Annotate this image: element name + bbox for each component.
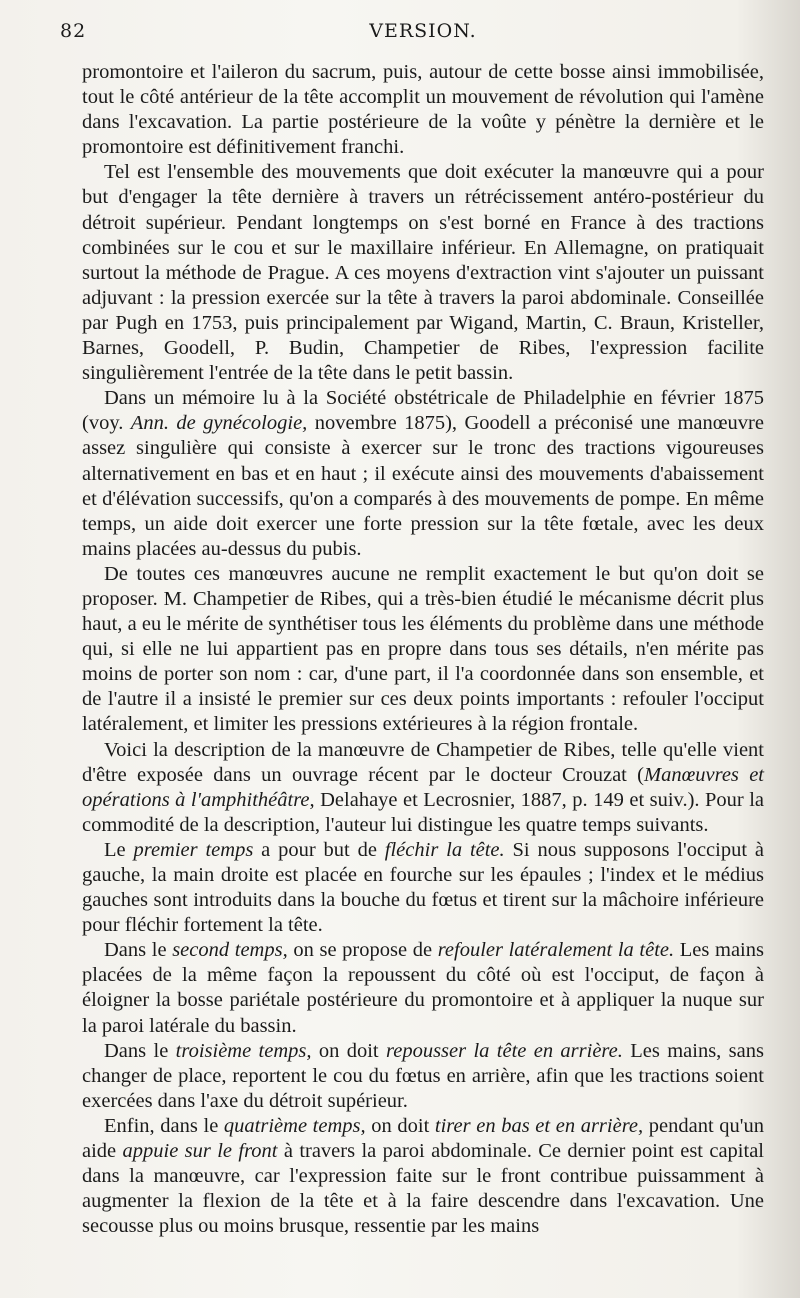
paragraph: Dans le troisième temps, on doit repousser la tête en arrière. Les mains, sans changer de place, reportent le cou du fœtus en arrière, afin que les tractions soient exercées dans l'axe du détroit supérieur. (82, 1039, 764, 1112)
emphasis: troisième temps, (175, 1039, 312, 1062)
emphasis: premier temps (133, 838, 254, 861)
running-title: VERSION. (369, 20, 477, 42)
paragraph: Voici la description de la manœuvre de Champetier de Ribes, telle qu'elle vient d'être exposée dans un ouvrage récent par le docteur Crouzat (Manœuvres et opérations à l'amphithéâtre, Delahaye et Lecrosnier, 1887, p. 149 et suiv.). Pour la commodité de la description, l'auteur lui distingue les quatre temps suivants. (82, 738, 765, 836)
body-text (82, 60, 764, 1239)
citation-italic: Ann. de gynécologie, (130, 412, 308, 435)
paragraph: Dans le second temps, on se propose de refouler latéralement la tête. Les mains placées de la même façon la repoussent du côté où est l'occiput, de façon à éloigner la bosse pariétale postérieure du promontoire et à appliquer la nuque sur la paroi latérale du bassin. (82, 939, 764, 1037)
citation-italic: Manœuvres et opérations à l'amphithéâtre, (82, 763, 765, 811)
emphasis: tirer en bas et en arrière, (434, 1114, 644, 1137)
paragraph-continued: promontoire et l'aileron du sacrum, puis, autour de cette bosse ainsi immobilisée, tout le côté antérieur de la tête accomplit un mouvement de révolution qui l'amène dans l'excavation. La partie postérieure de la voûte y pénètre la dernière et le promontoire est définitivement franchi. (82, 61, 764, 159)
page-number: 82 (60, 20, 87, 42)
emphasis: repousser la tête en arrière. (386, 1039, 623, 1062)
emphasis: refouler latéralement la tête. (437, 939, 675, 962)
paragraph: Enfin, dans le quatrième temps, on doit tirer en bas et en arrière, pendant qu'un aide appuie sur le front à travers la paroi abdominale. Ce dernier point est capital dans la manœuvre, car l'expression faite sur le front contribue puissamment à augmenter la flexion de la tête et à la faire descendre dans l'excavation. Une secousse plus ou moins brusque, ressentie par les mains (82, 1114, 764, 1238)
paragraph: Tel est l'ensemble des mouvements que doit exécuter la manœuvre qui a pour but d'engager la tête dernière à travers un rétrécissement antéro-postérieur du détroit supérieur. Pendant longtemps on s'est borné en France à des tractions combinées sur le cou et sur le maxillaire inférieur. En Allemagne, on pratiquait surtout la méthode de Prague. A ces moyens d'extraction vint s'ajouter un puissant adjuvant : la pression exercée sur la tête à travers la paroi abdominale. Conseillée par Pugh en 1753, puis principalement par Wigand, Martin, C. Braun, Kristeller, Barnes, Goodell, P. Budin, Champetier de Ribes, l'expression facilite singulièrement l'entrée de la tête dans le petit bassin. (82, 161, 764, 385)
paragraph: Le premier temps a pour but de fléchir la tête. Si nous supposons l'occiput à gauche, la main droite est placée en fourche sur les épaules ; l'index et le médius gauches sont introduits dans la bouche du fœtus et tirent sur la mâchoire inférieure pour fléchir fortement la tête. (82, 838, 764, 937)
emphasis: quatrième temps, (223, 1114, 366, 1137)
paragraph: Dans un mémoire lu à la Société obstétricale de Philadelphie en février 1875 (voy. Ann. de gynécologie, novembre 1875), Goodell a préconisé une manœuvre assez singulière qui consiste à exercer sur le tronc des tractions vigoureuses alternativement en bas et en haut ; il exécute ainsi des mouvements d'abaissement et d'élévation successifs, qu'on a comparés à des mouvements de pompe. En même temps, un aide doit exercer une forte pression sur la tête fœtale, avec les deux mains placées au-dessus du pubis. (82, 387, 764, 560)
emphasis: fléchir la tête. (384, 838, 505, 861)
paragraph: De toutes ces manœuvres aucune ne remplit exactement le but qu'on doit se proposer. M. Champetier de Ribes, qui a très-bien étudié le mécanisme décrit plus haut, a eu le mérite de synthétiser tous les éléments du problème dans une méthode qui, si elle ne lui appartient pas en propre dans tous ses détails, n'en mérite pas moins de porter son nom : car, d'une part, il l'a coordonnée dans son ensemble, et de l'autre il a insisté le premier sur ces deux points importants : refouler l'occiput latéralement, et limiter les pressions extérieures à la région frontale. (82, 562, 764, 736)
emphasis: second temps, (172, 939, 288, 962)
page-header (60, 20, 764, 60)
emphasis: appuie sur le front (122, 1140, 278, 1163)
